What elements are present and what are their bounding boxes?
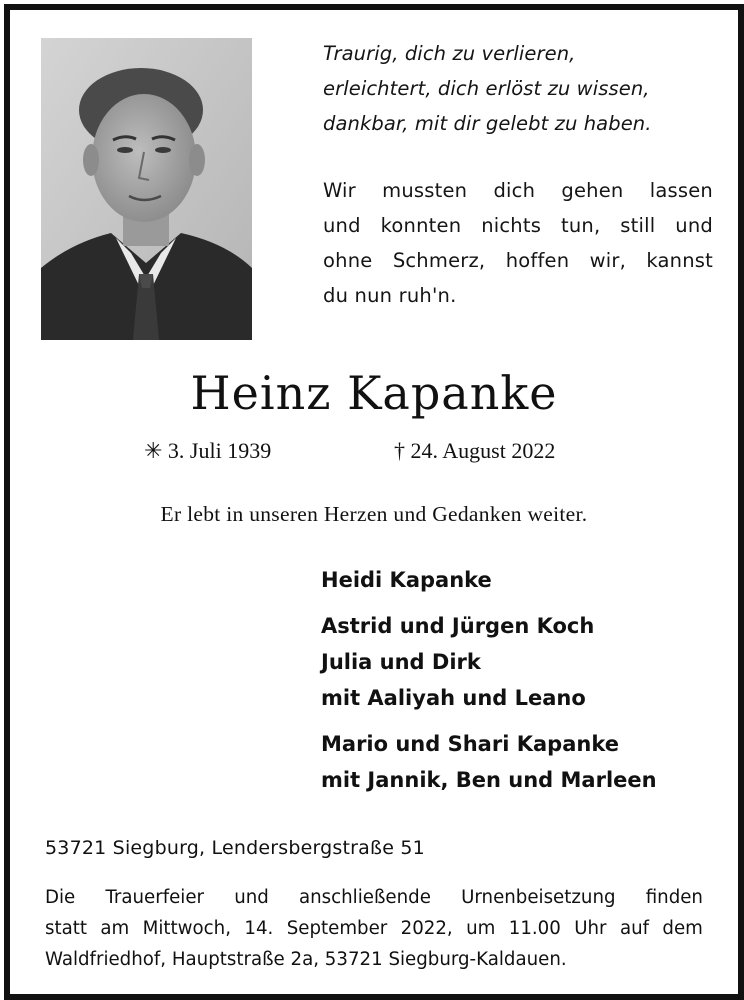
word: tun,: [561, 214, 601, 237]
poem-line: [323, 208, 713, 243]
word: ohne: [323, 249, 373, 272]
word: finden: [645, 887, 703, 908]
portrait-photo: [41, 38, 252, 340]
word: und: [323, 214, 361, 237]
notice-line: [45, 913, 703, 944]
word: und: [675, 214, 713, 237]
mourner-line: mit Aaliyah und Leano: [321, 686, 586, 710]
word: wir,: [589, 249, 627, 272]
poem-line: [323, 173, 713, 208]
word: Die: [45, 887, 76, 908]
word: September: [286, 918, 388, 939]
word: Mittwoch,: [142, 918, 231, 939]
poem-verse-2: [323, 173, 713, 313]
word: konnten: [380, 214, 462, 237]
word: 11.00: [508, 918, 561, 939]
poem-line: Traurig, dich zu verlieren,: [323, 42, 576, 65]
word: um: [466, 918, 496, 939]
mourners-list: [321, 562, 721, 808]
mourner-line: Julia und Dirk: [321, 650, 481, 674]
portrait-image: [41, 38, 252, 340]
notice-line: Waldfriedhof, Hauptstraße 2a, 53721 Siegburg-Kaldauen.: [45, 949, 567, 970]
death-date: † 24. August 2022: [394, 438, 556, 463]
obituary-card: [4, 4, 744, 1000]
word: statt: [45, 918, 88, 939]
word: anschließende: [299, 887, 431, 908]
mourner-group: [321, 726, 721, 798]
word: nichts: [481, 214, 542, 237]
poem-line: [323, 243, 713, 278]
mourner-line: Astrid und Jürgen Koch: [321, 614, 595, 638]
mourner-line: mit Jannik, Ben und Marleen: [321, 768, 657, 792]
word: Schmerz,: [392, 249, 486, 272]
word: dem: [662, 918, 703, 939]
mourner-group: [321, 608, 721, 716]
poem: [323, 36, 713, 313]
word: gehen: [561, 179, 624, 202]
notice-line: [45, 882, 703, 913]
mourner-line: Heidi Kapanke: [321, 568, 492, 592]
word: Wir: [323, 179, 356, 202]
word: mussten: [382, 179, 468, 202]
memorial-motto: Er lebt in unseren Herzen und Gedanken weiter.: [160, 502, 588, 526]
poem-line: du nun ruh'n.: [323, 284, 457, 307]
word: Uhr: [574, 918, 607, 939]
poem-line: erleichtert, dich erlöst zu wissen,: [323, 77, 650, 100]
word: lassen: [649, 179, 713, 202]
word: still: [620, 214, 656, 237]
word: am: [100, 918, 130, 939]
word: kannst: [646, 249, 713, 272]
mourner-group: [321, 562, 721, 598]
birth-date: ✳ 3. Juli 1939: [144, 438, 272, 463]
funeral-notice: [45, 882, 703, 975]
family-address: 53721 Siegburg, Lendersbergstraße 51: [45, 837, 425, 859]
deceased-name: Heinz Kapanke: [190, 366, 558, 420]
word: Urnenbeisetzung: [461, 887, 616, 908]
word: Trauerfeier: [105, 887, 205, 908]
mourner-line: Mario und Shari Kapanke: [321, 732, 619, 756]
word: und: [234, 887, 269, 908]
word: 2022,: [400, 918, 453, 939]
word: 14.: [244, 918, 274, 939]
poem-verse-1: [323, 36, 713, 141]
word: hoffen: [505, 249, 570, 272]
poem-line: dankbar, mit dir gelebt zu haben.: [323, 112, 652, 135]
word: auf: [619, 918, 650, 939]
word: dich: [493, 179, 536, 202]
